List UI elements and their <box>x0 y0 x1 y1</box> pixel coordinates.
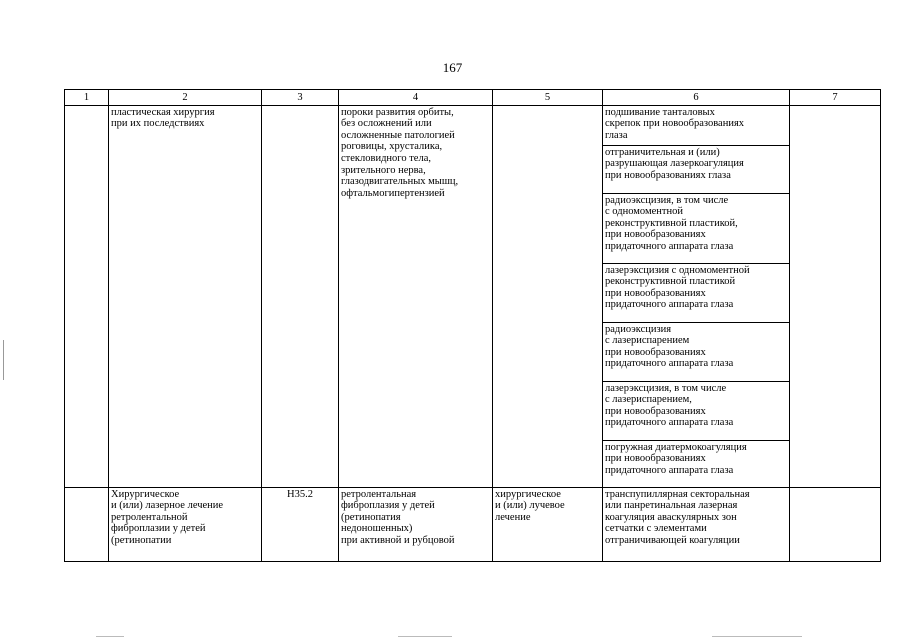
header-col-6: 6 <box>603 90 790 106</box>
row2-methods: транспупиллярная секторальная или панретинальная лазерная коагуляция аваскулярных зон сетчатки с элементами отграничивающей коагуляции <box>603 487 790 561</box>
method-item: отграничительная и (или) разрушающая лазеркоагуляция при новообразованиях глаза <box>603 146 789 194</box>
row1-diagnosis: пороки развития орбиты, без осложнений или осложненные патологией роговицы, хрусталика, стекловидного тела, зрительного нерва, глазодвигательных мышц, офтальмогипертензией <box>339 105 493 487</box>
header-col-3: 3 <box>262 90 339 106</box>
scan-edge-mark <box>3 340 4 380</box>
row1-col7 <box>790 105 881 487</box>
row1-methods <box>603 105 790 487</box>
method-item: радиоэксцизия с лазериспарением при новообразованиях придаточного аппарата глаза <box>603 323 789 382</box>
row2-diagnosis: ретролентальная фиброплазия у детей (ретинопатия недоношенных) при активной и рубцовой <box>339 487 493 561</box>
row1-treatment-type <box>493 105 603 487</box>
header-col-2: 2 <box>109 90 262 106</box>
row1-col1 <box>65 105 109 487</box>
row2-treatment: Хирургическое и (или) лазерное лечение ретролентальной фиброплазии у детей (ретинопатии <box>109 487 262 561</box>
scan-artifact <box>96 636 124 637</box>
method-item: погружная диатермокоагуляция при новообразованиях придаточного аппарата глаза <box>605 441 747 476</box>
method-item: подшивание танталовых скрепок при новообразованиях глаза <box>603 106 789 146</box>
procedures-table <box>64 89 881 562</box>
row2-col1 <box>65 487 109 561</box>
header-col-7: 7 <box>790 90 881 106</box>
row2-treatment-type: хирургическое и (или) лучевое лечение <box>493 487 603 561</box>
scan-artifact <box>712 636 802 637</box>
method-item: радиоэксцизия, в том числе с одномоментной реконструктивной пластикой, при новообразованиях придаточного аппарата глаза <box>603 194 789 264</box>
row1-treatment: пластическая хирургия при их последствиях <box>109 105 262 487</box>
header-col-1: 1 <box>65 90 109 106</box>
header-col-4: 4 <box>339 90 493 106</box>
table-row <box>65 105 881 487</box>
method-item: лазерэксцизия, в том числе с лазериспарением, при новообразованиях придаточного аппарата глаза <box>603 382 789 441</box>
method-item: лазерэксцизия с одномоментной реконструктивной пластикой при новообразованиях придаточного аппарата глаза <box>603 264 789 323</box>
header-row <box>65 90 881 106</box>
row2-col7 <box>790 487 881 561</box>
scan-artifact <box>398 636 452 637</box>
row2-code: H35.2 <box>262 487 339 561</box>
table-row <box>65 487 881 561</box>
header-col-5: 5 <box>493 90 603 106</box>
page-number: 167 <box>442 60 463 75</box>
row1-code <box>262 105 339 487</box>
